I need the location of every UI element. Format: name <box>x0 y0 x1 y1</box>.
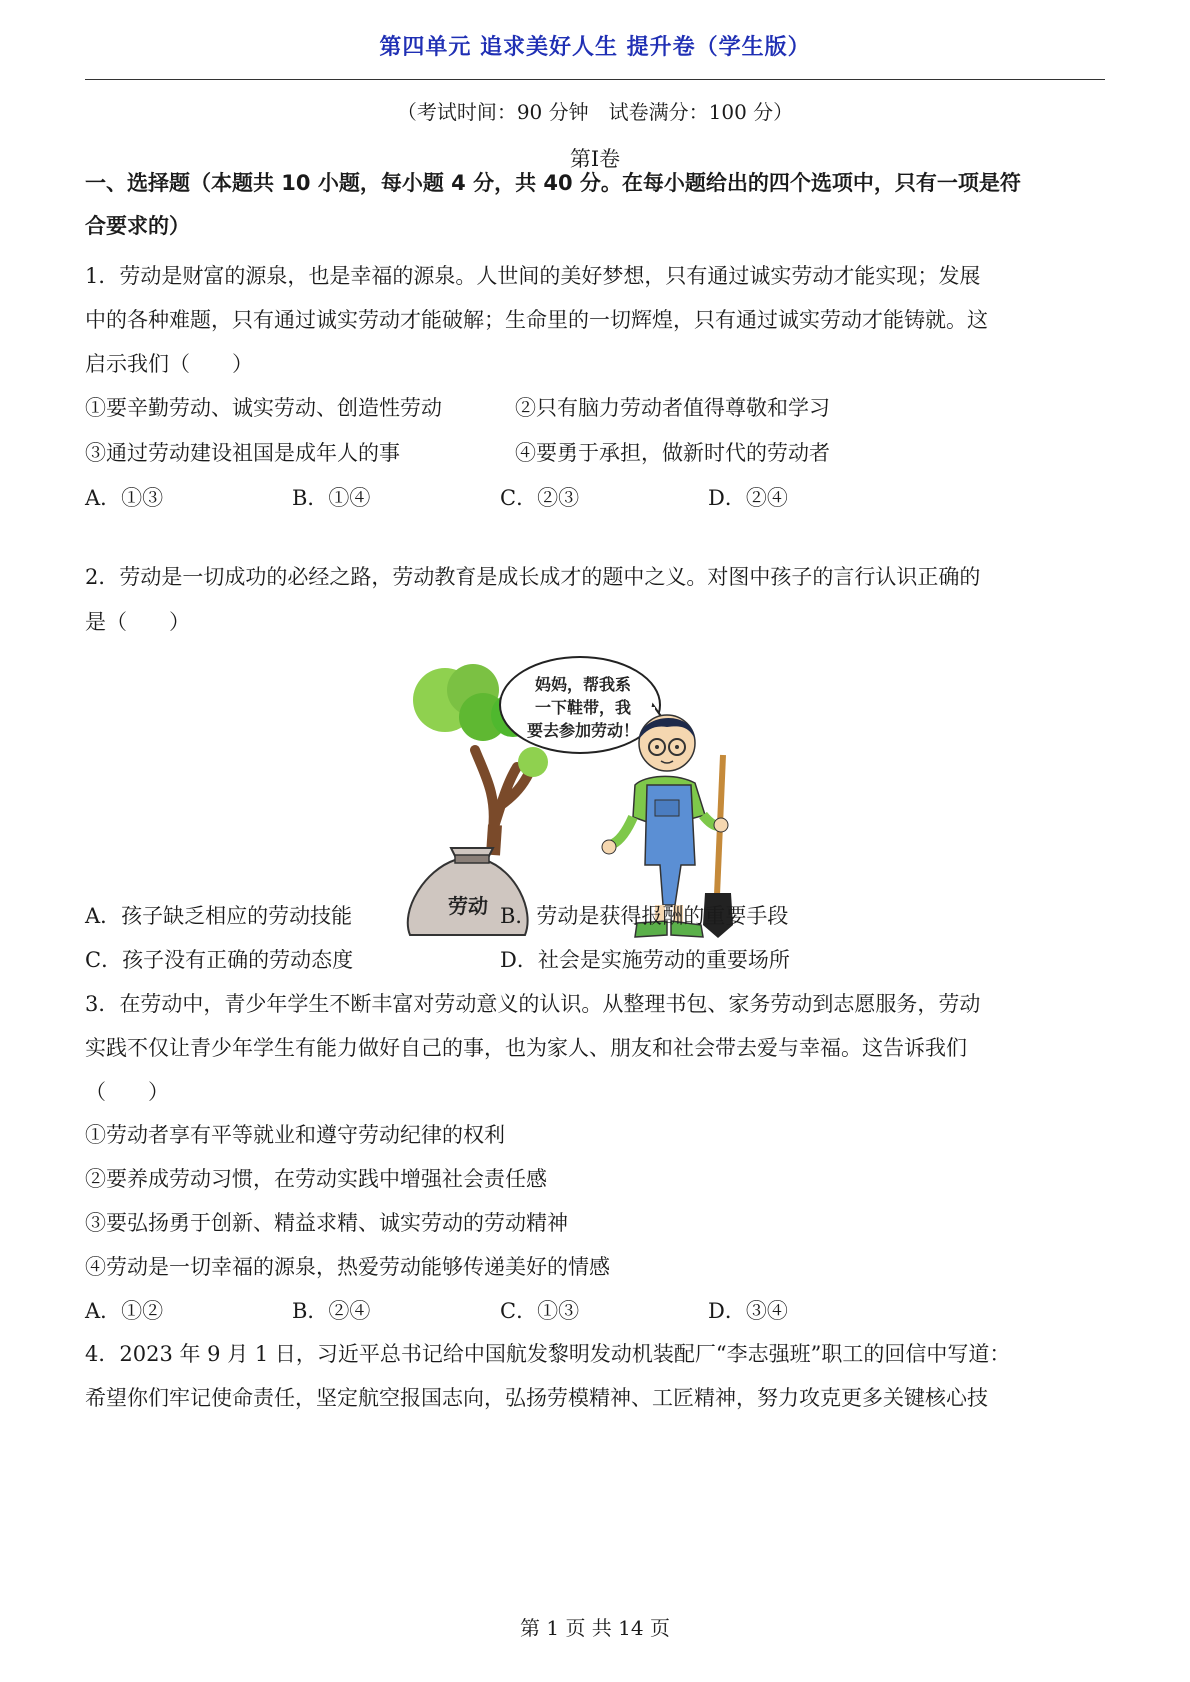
q4-stem-line1: 4．2023 年 9 月 1 日，习近平总书记给中国航发黎明发动机装配厂“李志强班”职工的回信中写道： <box>85 1342 1011 1366</box>
q2-stem-line2: 是（ ） <box>85 610 190 634</box>
labor-bag-label: 劳动 <box>448 894 488 918</box>
q4-stem-line2: 希望你们牢记使命责任，坚定航空报国志向，弘扬劳模精神、工匠精神，努力攻克更多关键核心技 <box>85 1386 988 1410</box>
page-title: 第四单元 追求美好人生 提升卷（学生版） <box>379 35 811 60</box>
q3-option-b[interactable]: B．②④ <box>292 1299 371 1323</box>
section-heading-line2: 合要求的） <box>85 214 190 238</box>
q2-option-c[interactable]: C．孩子没有正确的劳动态度 <box>85 948 354 972</box>
q1-item-4: ④要勇于承担，做新时代的劳动者 <box>515 441 830 465</box>
q2-option-b[interactable]: B．劳动是获得报酬的重要手段 <box>500 904 789 928</box>
q1-option-b[interactable]: B．①④ <box>292 486 371 510</box>
q3-stem-line3: （ ） <box>85 1080 169 1104</box>
q1-option-a[interactable]: A．①③ <box>85 486 164 510</box>
q1-option-c[interactable]: C．②③ <box>500 486 580 510</box>
q1-option-d[interactable]: D．②④ <box>708 486 788 510</box>
q1-item-2: ②只有脑力劳动者值得尊敬和学习 <box>515 396 830 420</box>
q3-option-c[interactable]: C．①③ <box>500 1299 580 1323</box>
speech-line-2: 一下鞋带，我 <box>534 698 632 717</box>
volume-label: 第Ⅰ卷 <box>569 147 621 171</box>
q3-item-1: ①劳动者享有平等就业和遵守劳动纪律的权利 <box>85 1123 505 1147</box>
q3-item-3: ③要弘扬勇于创新、精益求精、诚实劳动的劳动精神 <box>85 1211 568 1235</box>
page-footer: 第 1 页 共 14 页 <box>520 1616 670 1640</box>
q1-item-3: ③通过劳动建设祖国是成年人的事 <box>85 441 400 465</box>
header-rule <box>85 79 1105 80</box>
q1-stem-line3: 启示我们（ ） <box>85 352 253 376</box>
q3-item-4: ④劳动是一切幸福的源泉，热爱劳动能够传递美好的情感 <box>85 1255 610 1279</box>
q3-stem-line1: 3．在劳动中，青少年学生不断丰富对劳动意义的认识。从整理书包、家务劳动到志愿服务，劳动 <box>85 992 981 1016</box>
q2-stem-line1: 2．劳动是一切成功的必经之路，劳动教育是成长成才的题中之义。对图中孩子的言行认识正确的 <box>85 565 981 589</box>
q1-item-1: ①要辛勤劳动、诚实劳动、创造性劳动 <box>85 396 442 420</box>
section-heading-line1: 一、选择题（本题共 10 小题，每小题 4 分，共 40 分。在每小题给出的四个选项中，只有一项是符 <box>85 171 1021 195</box>
speech-line-1: 妈妈，帮我系 <box>534 675 632 694</box>
q3-option-a[interactable]: A．①② <box>85 1299 164 1323</box>
q2-option-a[interactable]: A．孩子缺乏相应的劳动技能 <box>85 904 353 928</box>
q3-item-2: ②要养成劳动习惯，在劳动实践中增强社会责任感 <box>85 1167 547 1191</box>
speech-line-3: 要去参加劳动！ <box>526 721 640 740</box>
q3-stem-line2: 实践不仅让青少年学生有能力做好自己的事，也为家人、朋友和社会带去爱与幸福。这告诉我们 <box>85 1036 967 1060</box>
q1-stem-line2: 中的各种难题，只有通过诚实劳动才能破解；生命里的一切辉煌，只有通过诚实劳动才能铸就。这 <box>85 308 988 332</box>
q1-stem-line1: 1．劳动是财富的源泉，也是幸福的源泉。人世间的美好梦想，只有通过诚实劳动才能实现；发展 <box>85 264 981 288</box>
q3-option-d[interactable]: D．③④ <box>708 1299 788 1323</box>
exam-info: （考试时间：90 分钟 试卷满分：100 分） <box>396 100 794 124</box>
q2-option-d[interactable]: D．社会是实施劳动的重要场所 <box>500 948 790 972</box>
